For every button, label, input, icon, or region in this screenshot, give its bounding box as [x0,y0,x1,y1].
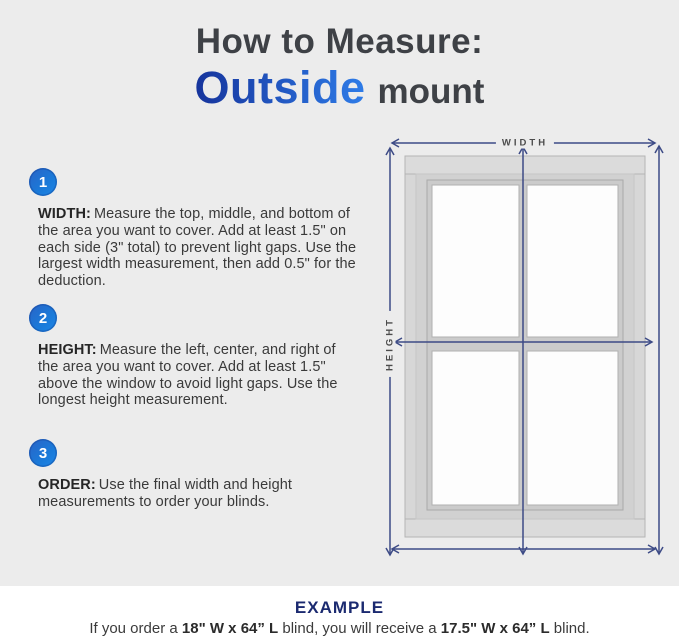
step-2-badge: 2 [29,304,57,332]
step-2-text [38,342,360,409]
example-section [0,586,679,644]
step-2-body: Measure the left, center, and right of the area you want to cover. Add at least 1.5" above the window to avoid light gaps. Use the longest height measurement. [38,342,338,409]
page-header [0,22,679,114]
page-title: How to Measure: [195,22,484,61]
page-subtitle [0,62,679,114]
step-3-body: Use the final width and height measurements to order your blinds. [38,477,293,510]
window-pane-top-left [432,185,519,337]
window-sill [405,519,645,537]
step-3 [29,439,374,511]
example-ordered-size: 18" W x 64” L [181,620,279,637]
example-middle: blind, you will receive a [278,620,441,637]
step-3-text [38,477,360,511]
step-3-badge: 3 [29,439,57,467]
window-pane-bottom-right [527,351,618,505]
step-1-heading: WIDTH: [38,206,91,222]
step-3-heading: ORDER: [38,477,96,493]
example-suffix: blind. [549,620,590,637]
window-pane-top-right [527,185,618,337]
window-pane-bottom-left [432,351,519,505]
example-text [0,620,679,637]
subtitle-highlight: Outside [194,62,366,113]
width-label: WIDTH [496,138,554,149]
window-diagram [375,130,679,570]
example-title: EXAMPLE [294,598,385,617]
example-prefix: If you order a [89,620,182,637]
height-label: HEIGHT [385,311,396,377]
subtitle-rest: mount [377,72,485,111]
step-2 [29,304,374,409]
window-diagram-svg [375,130,679,570]
step-1-text [38,206,360,290]
step-1-body: Measure the top, middle, and bottom of the area you want to cover. Add at least 1.5" on each side (3" total) to prevent light gaps. Use the largest width measurement, then add 0.5" for the deduction. [38,206,357,290]
step-1-badge: 1 [29,168,57,196]
window-head-rail [405,156,645,174]
example-received-size: 17.5" W x 64” L [440,620,550,637]
step-1 [29,168,374,290]
step-2-heading: HEIGHT: [38,342,97,358]
